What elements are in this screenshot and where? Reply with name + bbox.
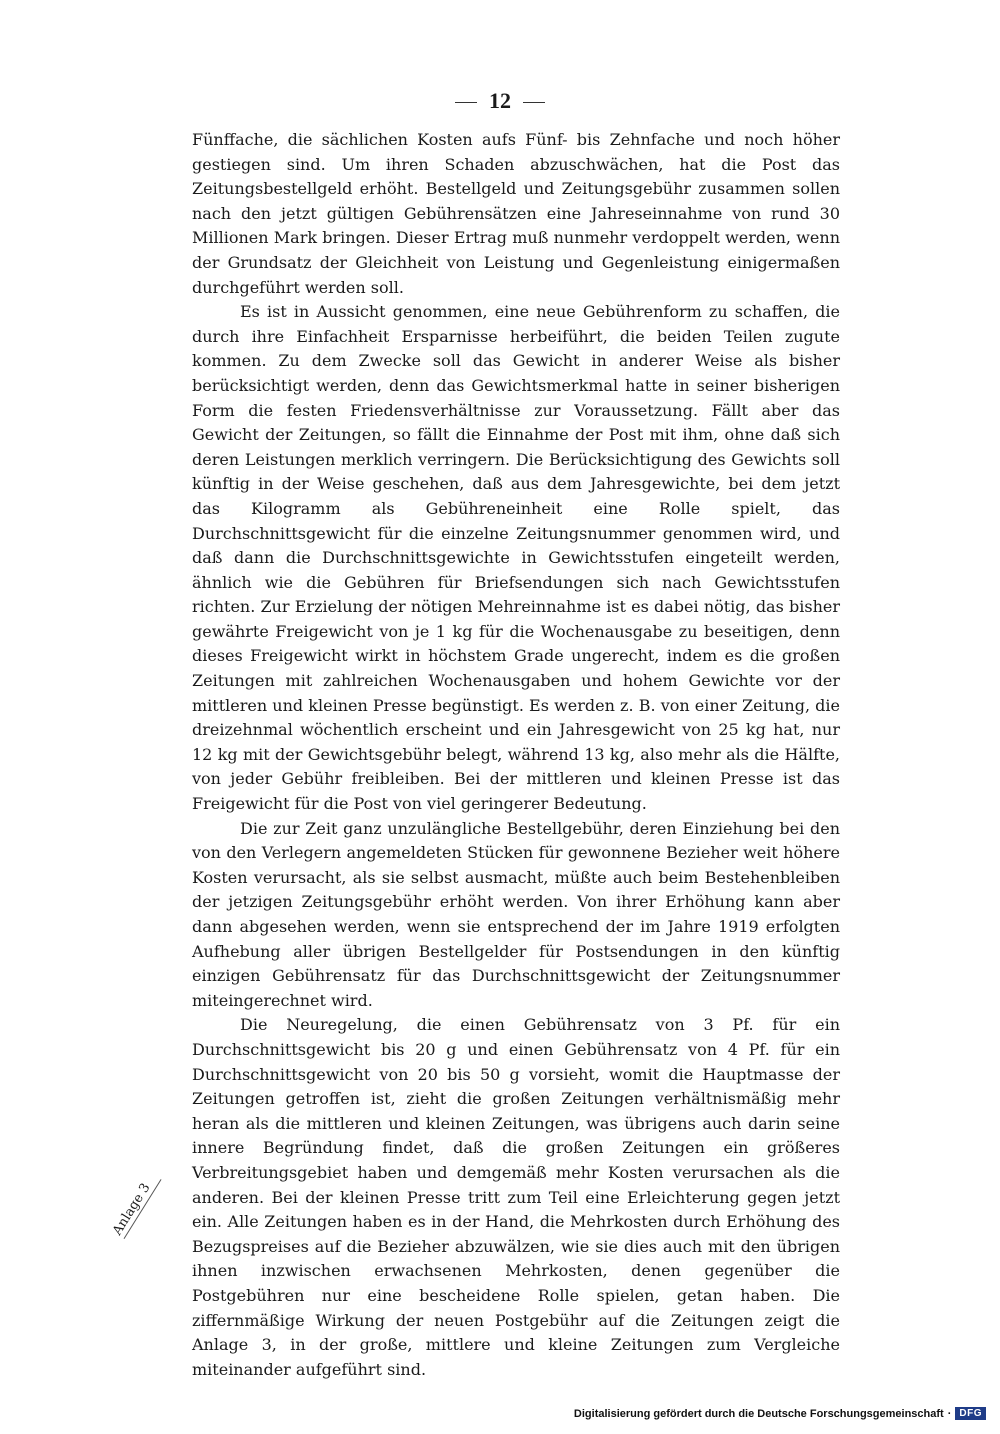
- dfg-logo-icon: DFG: [955, 1407, 986, 1420]
- paragraph-4: Die Neuregelung, die einen Gebührensatz von 3 Pf. für ein Durchschnittsgewicht bis 20 g und einen Gebührensatz von 4 Pf. für ein Durchschnittsgewicht von 20 bis 50 g vorsieht, womit die Hauptmasse der Zeitungen getroffen ist, zieht die großen Zeitungen verhältnismäßig mehr heran als die mittleren und kleinen Zeitungen, was übrigens auch darin seine innere Begründung findet, daß die großen Zeitungen ein größeres Verbreitungsgebiet haben und demgemäß mehr Kosten verursachen als die anderen. Bei der kleinen Presse tritt zum Teil eine Erleichterung gegen jetzt ein. Alle Zeitungen haben es in der Hand, die Mehrkosten durch Erhöhung des Bezugspreises auf die Bezieher abzuwälzen, wie sie dies auch mit den übrigen ihnen inzwischen erwachsenen Mehrkosten, denen gegenüber die Postgebühren nur eine bescheidene Rolle spielen, getan haben. Die ziffernmäßige Wirkung der neuen Postgebühr auf die Zeitungen zeigt die Anlage 3, in der große, mittlere und kleine Zeitungen zum Vergleiche miteinander aufgeführt sind.: [192, 1015, 840, 1379]
- page-number: [0, 88, 1000, 114]
- page-number-value: 12: [489, 88, 511, 113]
- footer-separator: ·: [947, 1407, 952, 1420]
- paragraph-2: Es ist in Aussicht genommen, eine neue Gebührenform zu schaffen, die durch ihre Einfachheit Ersparnisse herbeiführt, die beiden Teilen zugute kommen. Zu dem Zwecke soll das Gewicht in anderer Weise als bisher berücksichtigt werden, denn das Gewichtsmerkmal hatte in seiner bisherigen Form die festen Friedensverhältnisse zur Voraussetzung. Fällt aber das Gewicht der Zeitungen, so fällt die Einnahme der Post mit ihm, ohne daß sich deren Leistungen merklich verringern. Die Berücksichtigung des Gewichts soll künftig in der Weise geschehen, daß aus dem Jahresgewichte, bei dem jetzt das Kilogramm als Gebühreneinheit eine Rolle spielt, das Durchschnittsgewicht für die einzelne Zeitungsnummer genommen wird, und daß dann die Durchschnittsgewichte in Gewichtsstufen eingeteilt werden, ähnlich wie die Gebühren für Briefsendungen sich nach Gewichtsstufen richten. Zur Erzielung der nötigen Mehreinnahme ist es dabei nötig, das bisher gewährte Freigewicht von je 1 kg für die Wochenausgabe zu beseitigen, denn dieses Freigewicht wirkt in höchstem Grade ungerecht, indem es die großen Zeitungen mit zahlreichen Wochenausgaben und hohem Gewichte vor der mittleren und kleinen Presse begünstigt. Es werden z. B. von einer Zeitung, die dreizehnmal wöchentlich erscheint und ein Jahresgewicht von 25 kg hat, nur 12 kg mit der Gewichtsgebühr belegt, während 13 kg, also mehr als die Hälfte, von jeder Gebühr freibleiben. Bei der mittleren und kleinen Presse ist das Freigewicht für die Post von viel geringerer Bedeutung.: [192, 302, 840, 814]
- right-dash: [523, 102, 545, 103]
- paragraph-1: Fünffache, die sächlichen Kosten aufs Fünf- bis Zehnfache und noch höher gestiegen sind. Um ihren Schaden abzuschwächen, hat die Post das Zeitungsbestellgeld erhöht. Bestellgeld und Zeitungsgebühr zusammen sollen nach den jetzt gültigen Gebührensätzen eine Jahreseinnahme von rund 30 Millionen Mark bringen. Dieser Ertrag muß nunmehr verdoppelt werden, wenn der Grundsatz der Gleichheit von Leistung und Gegenleistung einigermaßen durchgeführt werden soll.: [192, 130, 840, 297]
- footer-text: Digitalisierung gefördert durch die Deutsche Forschungsgemeinschaft: [573, 1407, 944, 1420]
- left-dash: [455, 102, 477, 103]
- footer-credit: [574, 1407, 986, 1420]
- body-text: [192, 128, 840, 1382]
- margin-note-text: Anlage 3: [110, 1180, 154, 1238]
- margin-note-anlage: [110, 1171, 162, 1239]
- paragraph-3: Die zur Zeit ganz unzulängliche Bestellgebühr, deren Einziehung bei den von den Verlegern angemeldeten Stücken für gewonnene Bezieher weit höhere Kosten verursacht, als sie selbst ausmacht, müßte auch beim Bestehenbleiben der jetzigen Zeitungsgebühr erhöht werden. Von ihrer Erhöhung kann aber dann abgesehen werden, wenn sie entsprechend der im Jahre 1919 erfolgten Aufhebung aller übrigen Bestellgelder für Postsendungen in den künftig einzigen Gebührensatz für das Durchschnittsgewicht der Zeitungsnummer miteingerechnet wird.: [192, 818, 840, 1010]
